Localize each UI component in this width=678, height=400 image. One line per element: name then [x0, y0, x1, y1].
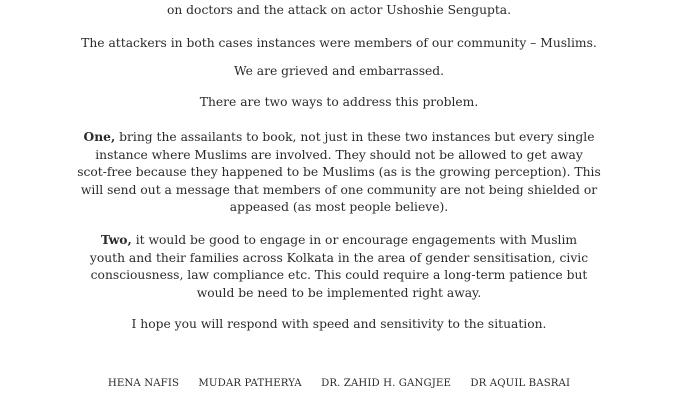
paragraph-one-lead: One, — [83, 129, 116, 144]
paragraph-one — [72, 128, 606, 217]
signatory-row — [60, 378, 618, 389]
letter-top-line: on doctors and the attack on actor Ushoshie Sengupta. — [166, 3, 512, 17]
signatory-name: MUDAR PATHERYA — [198, 378, 302, 389]
paragraph-one-line: scot-free because they happened to be Muslims (as is the growing perception). This — [77, 165, 601, 179]
paragraph-one-line: One, bring the assailants to book, not just in these two instances but every single — [83, 129, 595, 144]
signatory-name: DR AQUIL BASRAI — [470, 378, 571, 389]
paragraph-two-line: consciousness, law compliance etc. This could require a long-term patience but — [90, 268, 588, 282]
paragraph-grieved: We are grieved and embarrassed. — [233, 64, 445, 78]
paragraph-two-line: would be need to be implemented right away. — [196, 285, 482, 300]
paragraph-two-line: Two, it would be good to engage in or encourage engagements with Muslim — [100, 232, 578, 247]
paragraph-one-line: appeased (as most people believe). — [229, 200, 449, 214]
paragraph-two-line: youth and their families across Kolkata in the area of gender sensitisation, civic — [89, 250, 589, 265]
paragraph-one-line: instance where Muslims are involved. They should not be allowed to get away — [95, 147, 583, 162]
paragraph-attackers: The attackers in both cases instances were members of our community – Muslims. — [81, 36, 597, 50]
signatory-name: HENA NAFIS — [107, 378, 180, 389]
signatory-name: DR. ZAHID H. GANGJEE — [321, 378, 452, 389]
paragraph-two — [72, 231, 606, 302]
paragraph-hope: I hope you will respond with speed and sensitivity to the situation. — [131, 317, 547, 331]
paragraph-two-lead: Two, — [100, 232, 132, 247]
paragraph-two-ways: There are two ways to address this problem. — [199, 95, 479, 109]
paragraph-one-line: will send out a message that members of one community are not being shielded or — [80, 182, 598, 197]
